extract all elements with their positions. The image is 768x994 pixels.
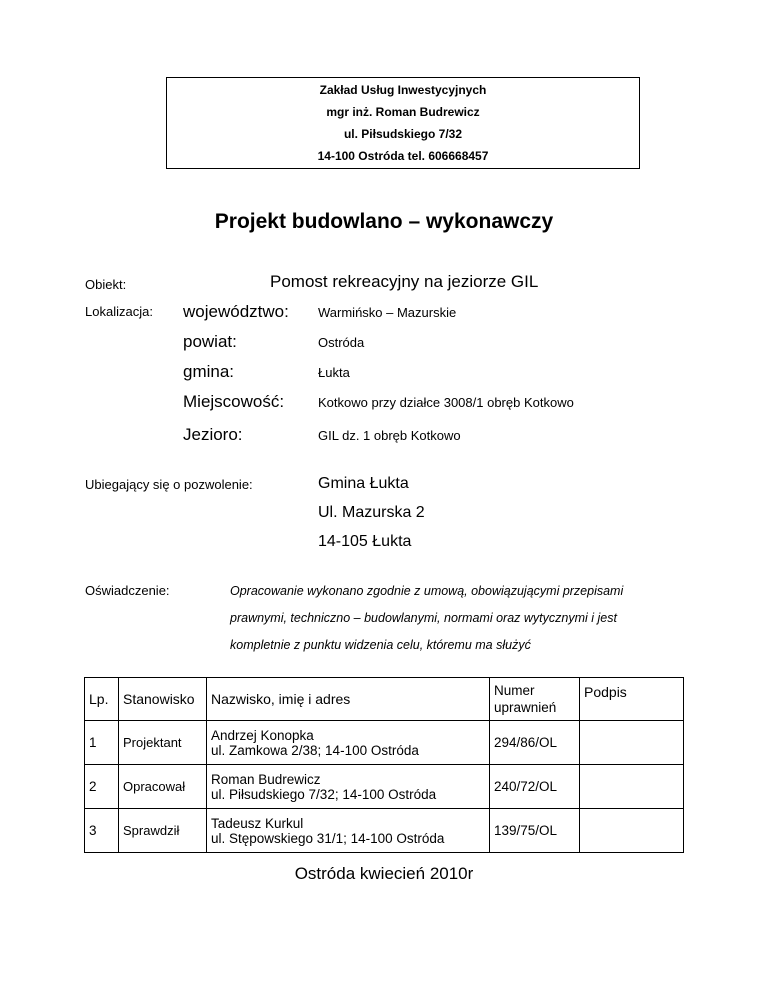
county-label: powiat: <box>183 332 237 351</box>
header-lp: Lp. <box>85 678 119 721</box>
row-person-address: ul. Piłsudskiego 7/32; 14-100 Ostróda <box>211 786 437 802</box>
voivodeship-value: Warmińsko – Mazurskie <box>318 305 457 320</box>
row-person <box>207 809 490 853</box>
company-city-phone: 14-100 Ostróda tel. 606668457 <box>317 149 489 163</box>
row-person-address: ul. Zamkowa 2/38; 14-100 Ostróda <box>211 742 419 758</box>
row-person-name: Andrzej Konopka <box>211 727 314 743</box>
applicant-label: Ubiegający się o pozwolenie: <box>85 477 253 492</box>
commune-label: gmina: <box>183 362 235 381</box>
row-person-name: Tadeusz Kurkul <box>211 815 304 831</box>
applicant-city: 14-105 Łukta <box>318 533 412 550</box>
location-label: Lokalizacja: <box>85 304 153 319</box>
row-role: Projektant <box>119 721 207 765</box>
commune-value: Łukta <box>318 365 350 380</box>
row-lp: 1 <box>85 721 119 765</box>
table-row <box>85 809 684 853</box>
statement-label: Oświadczenie: <box>85 583 170 598</box>
row-person-name: Roman Budrewicz <box>211 771 321 787</box>
place-date-footer: Ostróda kwiecień 2010r <box>294 864 474 883</box>
row-number: 139/75/OL <box>490 809 580 853</box>
row-lp: 3 <box>85 809 119 853</box>
header-number <box>490 678 580 721</box>
lake-value: GIL dz. 1 obręb Kotkowo <box>318 428 461 443</box>
table-row <box>85 765 684 809</box>
row-signature <box>580 721 684 765</box>
header-signature: Podpis <box>580 678 684 721</box>
locality-value: Kotkowo przy działce 3008/1 obręb Kotkowo <box>318 395 574 410</box>
header-role: Stanowisko <box>119 678 207 721</box>
header-name: Nazwisko, imię i adres <box>207 678 490 721</box>
row-person <box>207 721 490 765</box>
company-header-box <box>166 77 640 169</box>
statement-text: Opracowanie wykonano zgodnie z umową, obowiązującymi przepisami prawnymi, techniczno – budowlanymi, normami oraz wytycznymi i jest kompletnie z punktu widzenia celu, któremu ma służyć <box>230 584 624 652</box>
voivodeship-label: województwo: <box>183 302 289 321</box>
applicant-street: Ul. Mazurska 2 <box>318 504 425 521</box>
table-header-row <box>85 678 684 721</box>
row-number: 294/86/OL <box>490 721 580 765</box>
header-number-line1: Numer <box>494 683 535 698</box>
applicant-name: Gmina Łukta <box>318 475 409 492</box>
locality-label: Miejscowość: <box>183 392 285 411</box>
row-signature <box>580 765 684 809</box>
company-name: Zakład Usług Inwestycyjnych <box>319 83 487 97</box>
header-number-line2: uprawnień <box>494 700 557 715</box>
company-owner: mgr inż. Roman Budrewicz <box>326 105 480 119</box>
row-number: 240/72/OL <box>490 765 580 809</box>
row-role: Opracował <box>119 765 207 809</box>
row-lp: 2 <box>85 765 119 809</box>
row-person-address: ul. Stępowskiego 31/1; 14-100 Ostróda <box>211 830 445 846</box>
lake-label: Jezioro: <box>183 425 243 444</box>
row-signature <box>580 809 684 853</box>
row-role: Sprawdził <box>119 809 207 853</box>
object-label: Obiekt: <box>85 277 127 292</box>
row-person <box>207 765 490 809</box>
company-street: ul. Piłsudskiego 7/32 <box>343 127 463 141</box>
table-row <box>85 721 684 765</box>
county-value: Ostróda <box>318 335 365 350</box>
document-title: Projekt budowlano – wykonawczy <box>214 210 554 233</box>
object-value: Pomost rekreacyjny na jeziorze GIL <box>270 272 539 291</box>
signatures-table <box>84 677 684 853</box>
